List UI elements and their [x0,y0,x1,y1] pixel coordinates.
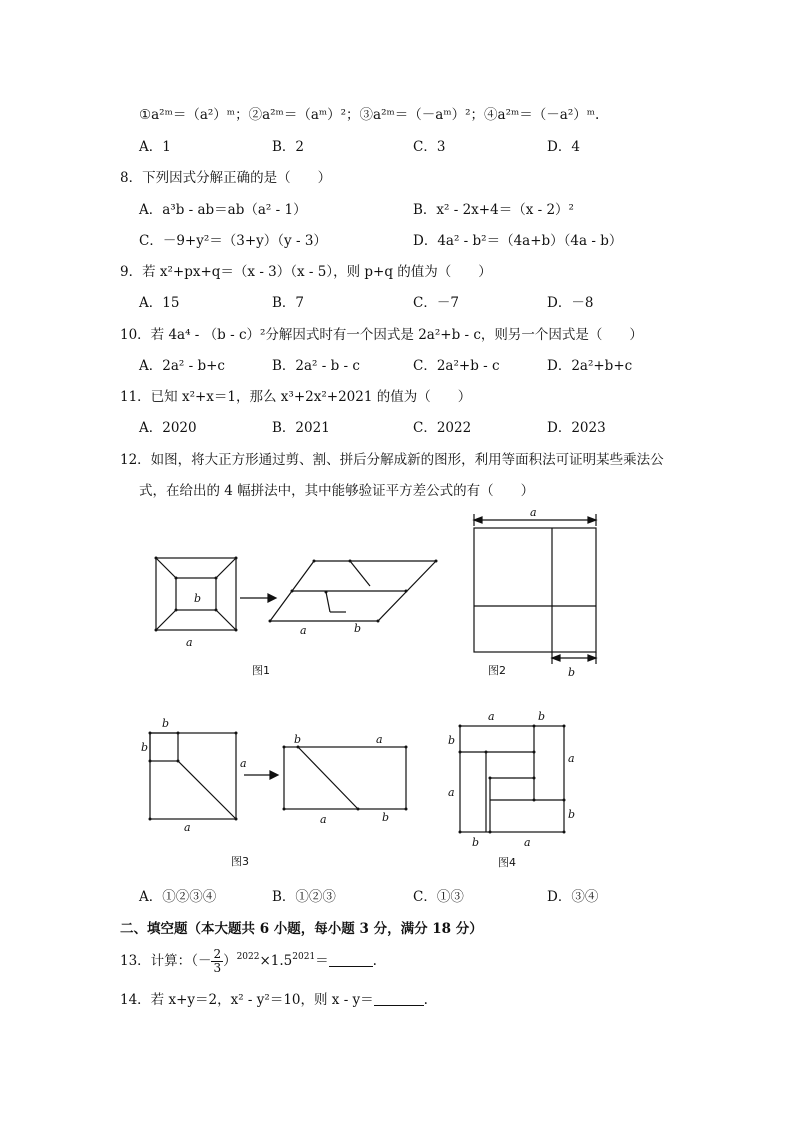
figure-2 [460,504,610,684]
q13-frac-den: 3 [213,961,222,975]
q14-answer-blank[interactable] [374,993,424,1006]
q14-stem: 14．若 x+y＝2，x² - y²＝10，则 x - y＝ [120,992,374,1008]
q13-open-paren: （ [191,953,198,969]
q8-option-c: C．－9+y²＝（3+y）（y - 3） [139,233,327,249]
q13-answer-blank[interactable] [329,954,373,967]
fig1-label-b: b [194,592,202,605]
fig4-label-a-left: a [448,786,455,799]
q8-option-b: B．x² - 2x+4＝（x - 2）² [413,202,574,218]
q8-stem: 8．下列因式分解正确的是（ ） [120,170,332,186]
fig4-square [460,726,564,832]
q12-option-b: B．①②③ [272,889,336,905]
fig2-label-b: b [568,666,576,679]
q11-option-a: A．2020 [139,420,197,436]
q12-option-d: D．③④ [547,889,599,905]
fig3-label-b-left: b [141,741,149,754]
q10-option-c: C．2a²+b - c [413,358,500,374]
q7-stem [139,103,599,123]
q7-option-d: D．4 [547,139,580,155]
q7-option-c: C．3 [413,139,446,155]
figure-4 [440,706,590,870]
figure-3 [136,713,426,873]
fig1-label-a: a [186,636,193,649]
fig3-label-a-right: a [240,757,247,770]
q13-exp1: 2022 [236,952,260,962]
fig3-rectangle [284,747,406,809]
q7-stem-text: ①a²ᵐ＝（a²）ᵐ；②a²ᵐ＝（aᵐ）²；③a²ᵐ＝（－aᵐ）²；④a²ᵐ＝（－a²）ᵐ. [139,107,600,123]
fig4-label-b-top: b [538,710,546,723]
q12-option-c: C．①③ [413,889,464,905]
q11-option-b: B．2021 [272,420,330,436]
fig2-caption: 图2 [488,664,506,677]
q13-minus: － [197,953,212,969]
fig4-label-b-left: b [448,734,456,747]
q12-stem-line1: 12．如图，将大正方形通过剪、割、拼后分解成新的图形，利用等面积法可证明某些乘法公 [120,452,664,468]
q10-option-a: A．2a² - b+c [139,358,225,374]
fig4-label-a-bottom: a [524,836,531,849]
fig1-label-b2: b [354,622,362,635]
q7-option-b: B．2 [272,139,305,155]
q10-option-b: B．2a² - b - c [272,358,360,374]
q8-option-a: A．a³b - ab＝ab（a² - 1） [139,202,307,218]
fig4-label-b-bottom: b [472,836,480,849]
q9-option-b: B．7 [272,295,305,311]
q13: 13．计算：（－ $\frac{2}{3}$ ）$^{2022}\times 1.5^{2021}=$ . [120,947,377,975]
fig3-label-a2: a [376,733,383,746]
q10-option-d: D．2a²+b+c [547,358,633,374]
q9-option-c: C．－7 [413,295,459,311]
figure-1 [140,548,450,683]
q8-option-d: D．4a² - b²＝（4a+b）（4a - b） [413,233,623,249]
q13-frac-num: 2 [213,947,222,961]
q9-option-d: D．－8 [547,295,594,311]
fig4-caption: 图4 [498,856,516,869]
q13-prefix: 13．计算： [120,953,192,969]
q11-option-c: C．2022 [413,420,472,436]
fig2-square [474,528,596,652]
q9-option-a: A．15 [139,295,180,311]
q9-stem: 9．若 x²+px+q＝（x - 3）（x - 5），则 p+q 的值为（ ） [120,264,492,280]
q11-option-d: D．2023 [547,420,606,436]
fig3-caption: 图3 [231,855,249,868]
fig2-label-a: a [530,506,537,519]
q13-exp2: 2021 [292,952,316,962]
q13-mid: ×1.5 [259,953,293,969]
fig3-label-b-top: b [162,717,170,730]
q13-fraction [211,948,223,975]
fig3-label-b3: b [382,811,390,824]
fig3-label-b2: b [294,733,302,746]
fig3-label-a-bottom: a [184,821,191,834]
q12-stem-line2: 式，在给出的 4 幅拼法中，其中能够验证平方差公式的有（ ） [139,483,535,499]
fig4-label-b-right: b [568,808,576,821]
q13-suffix: ＝ [315,953,329,969]
fig1-label-a2: a [300,624,307,637]
q13-close-paren: ） [223,953,237,969]
fig1-caption: 图1 [252,664,270,677]
q11-stem: 11．已知 x²+x＝1，那么 x³+2x²+2021 的值为（ ） [120,389,472,405]
section-2-title: 二、填空题（本大题共 6 小题，每小题 3 分，满分 18 分） [120,921,483,937]
q10-stem: 10．若 4a⁴ - （b - c）²分解因式时有一个因式是 2a²+b - c，则另一个因式是（ ） [120,327,643,343]
fig4-label-a-top: a [488,710,495,723]
q14: 14．若 x+y＝2，x² - y²＝10，则 x - y＝ . [120,992,428,1008]
fig4-label-a-right: a [568,752,575,765]
q7-option-a: A．1 [139,139,171,155]
fig3-label-a3: a [320,813,327,826]
q12-option-a: A．①②③④ [139,889,217,905]
